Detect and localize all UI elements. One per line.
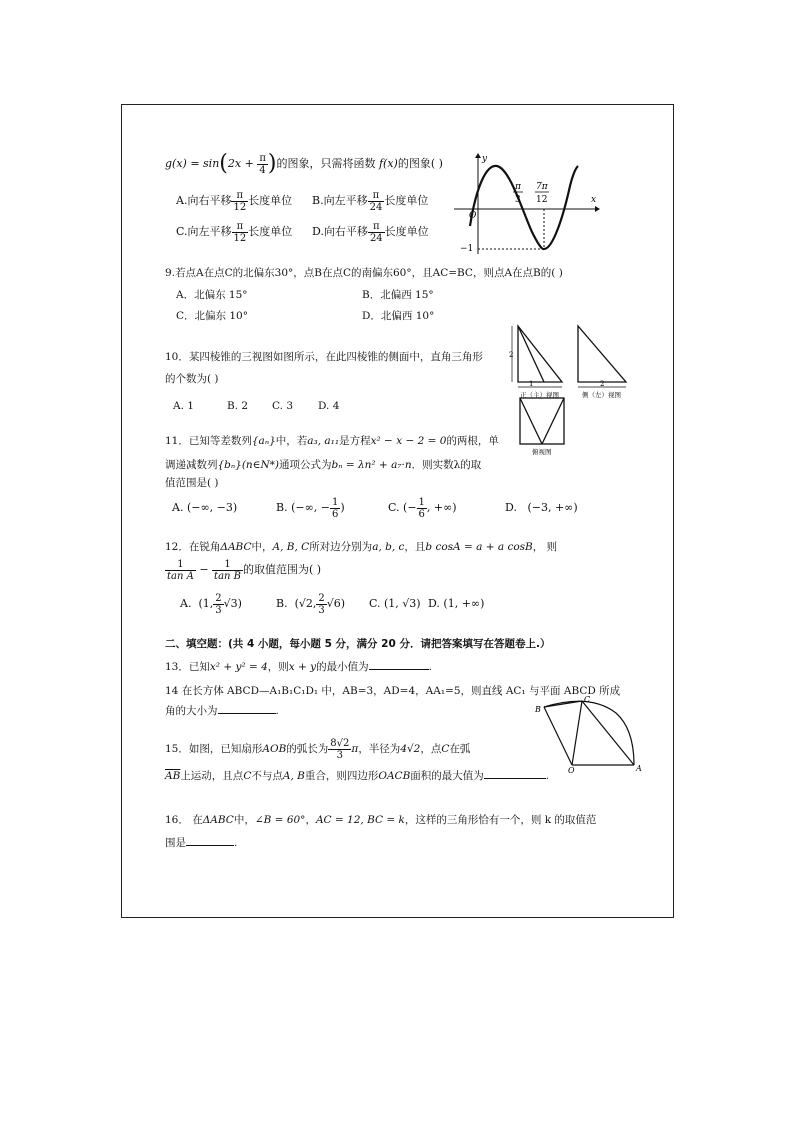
q15-segment-ca: [582, 701, 634, 765]
q12-option-c: C. (1, √3): [369, 597, 421, 610]
q8-tick2-num: 7π: [536, 182, 548, 192]
q10-option-a: A. 1: [173, 400, 194, 412]
q8-min-label: −1: [460, 244, 474, 254]
q8-stem-lhs: g(x) = sin: [165, 157, 220, 170]
q8-stem-fx: f(x): [378, 157, 398, 170]
q15-sector-figure: [530, 695, 648, 775]
q8-tick1-num: π: [515, 182, 521, 192]
q8-origin-label: O: [469, 211, 477, 221]
q8-x-axis-arrow: [595, 206, 600, 212]
section-2-heading: 二、填空题：(共 4 小题，每小题 5 分，满分 20 分．请把答案填写在答题卷上.）: [165, 638, 551, 650]
q14-line2: 角的大小为 .: [165, 705, 279, 717]
q10-top-line-left: [520, 398, 542, 444]
q11-line3: 值范围是( ): [165, 477, 219, 489]
q10-front-dim-height: 2: [509, 351, 514, 359]
q15-radius-ob: [544, 707, 572, 765]
q8-x-label: x: [591, 195, 597, 205]
q15-chord-bc: [544, 701, 582, 707]
q10-side-view: [578, 326, 626, 399]
q10-option-c: C. 3: [272, 400, 294, 412]
q10-front-view: [509, 326, 562, 399]
q15-sector-arc: [544, 701, 634, 765]
q10-option-d: D. 4: [318, 400, 340, 412]
q14-answer-blank[interactable]: [218, 703, 276, 714]
q10-side-dim-width: 2: [600, 380, 605, 388]
q8-stem: g(x) = sin(2x + $\frac{\pi}{4}$ )的图象，只需将函数 f(x)的图象( ): [165, 151, 443, 176]
q9-stem: 9.若点A在点C的北偏东30°，点B在点C的南偏东60°，且AC=BC，则点A在点B的( ): [165, 267, 563, 279]
q15-segment-oc: [572, 701, 582, 765]
q11-option-d: D. (−3, +∞): [505, 501, 578, 514]
q8-stem-text: 的图象，只需将函数: [276, 157, 376, 170]
q11-line1: 11．已知等差数列{aₙ}中，若a₃, a₁₁是方程x² − x − 2 = 0的两根，单: [165, 435, 499, 447]
q10-stem-line2: 的个数为( ): [165, 373, 219, 385]
q15-label-c: C: [584, 695, 591, 704]
q8-option-c: C.向左平移 $\frac{\pi}{12}$ 长度单位: [176, 220, 293, 244]
q12-option-d: D. (1, +∞): [428, 597, 485, 610]
q11-option-a: A. (−∞, −3): [172, 501, 238, 514]
q8-tick1-den: 3: [515, 195, 521, 205]
q9-option-d: D．北偏西 10°: [362, 310, 435, 322]
q10-top-view: [520, 398, 564, 456]
q10-side-label: 侧（左）视图: [582, 391, 621, 399]
q8-sine-curve: [470, 166, 578, 249]
q10-front-label: 正（主）视图: [520, 391, 559, 399]
q10-top-line-right: [542, 398, 564, 444]
q13-line: 13．已知x² + y² = 4，则x + y的最小值为 .: [165, 661, 432, 673]
q10-top-outline: [520, 398, 564, 444]
q12-line1: 12．在锐角ΔABC中，A, B, C所对边分别为a, b, c，且b cosA = a + a cosB， 则: [165, 541, 558, 553]
q8-option-d: D.向右平移 $\frac{\pi}{24}$ 长度单位: [312, 220, 429, 244]
q15-line2: $\overline{AB}$上运动，且点C不与点A, B重合，则四边形OACB面积的最大值为 .: [165, 770, 550, 782]
q8-stem-frac: $\frac{\pi}{4}$: [259, 152, 266, 176]
q8-y-label: y: [482, 154, 488, 164]
q10-three-views: [508, 322, 638, 458]
q8-option-b: B.向左平移 $\frac{\pi}{24}$ 长度单位: [312, 189, 429, 213]
q9-option-c: C．北偏东 10°: [176, 310, 248, 322]
q8-option-a: A.向右平移 $\frac{\pi}{12}$ 长度单位: [176, 189, 293, 213]
q15-label-a: A: [636, 764, 642, 773]
q8-stem-arg: 2x +: [227, 157, 254, 170]
q10-side-outline: [578, 326, 626, 382]
q16-line1: 16． 在ΔABC中，∠B = 60°，AC = 12, BC = k，这样的三角形恰有一个，则 k 的取值范: [165, 814, 597, 826]
q14-line1: 14 在长方体 ABCD—A₁B₁C₁D₁ 中，AB=3，AD=4，AA₁=5，则直线 AC₁ 与平面 ABCD 所成: [165, 685, 621, 697]
q10-top-label: 俯视图: [532, 448, 552, 456]
q15-label-b: B: [535, 705, 541, 714]
q12-option-a: A. (1, $\frac{2}{3}$ √3): [180, 592, 242, 616]
q8-y-axis-arrow: [475, 153, 481, 158]
q13-answer-blank[interactable]: [369, 659, 429, 670]
q8-sine-graph: [452, 152, 600, 256]
q9-option-a: A．北偏东 15°: [176, 289, 248, 301]
q10-front-dim-width: 1: [529, 380, 534, 388]
q11-option-b: B. (−∞, − $\frac{1}{6}$ ): [276, 496, 345, 520]
q8-stem-tail: 的图象( ): [397, 157, 443, 170]
q9-option-b: B．北偏西 15°: [362, 289, 434, 301]
q16-answer-blank[interactable]: [186, 835, 234, 846]
q15-label-o: O: [568, 766, 575, 775]
q12-expression: $\frac{1}{\text{tan A}}$ − $\frac{1}{\text{tan B}}$ 的取值范围为( ): [167, 558, 322, 582]
q15-line1: 15．如图，已知扇形AOB的弧长为 $\frac{8√2}{3}$ π，半径为4√2，点C在弧: [165, 737, 471, 761]
q11-line2: 调递减数列{bₙ}(n∈N*)通项公式为bₙ = λn² + a₇·n．则实数λ的取: [165, 459, 482, 471]
q10-stem-line1: 10．某四棱锥的三视图如图所示，在此四棱锥的侧面中，直角三角形: [165, 351, 483, 363]
q10-option-b: B. 2: [227, 400, 249, 412]
q16-line2: 围是 .: [165, 837, 238, 849]
q8-tick2-den: 12: [536, 195, 548, 205]
q12-option-b: B. (√2, $\frac{2}{3}$ √6): [276, 592, 346, 616]
q11-option-c: C. (− $\frac{1}{6}$ , +∞): [388, 496, 457, 520]
